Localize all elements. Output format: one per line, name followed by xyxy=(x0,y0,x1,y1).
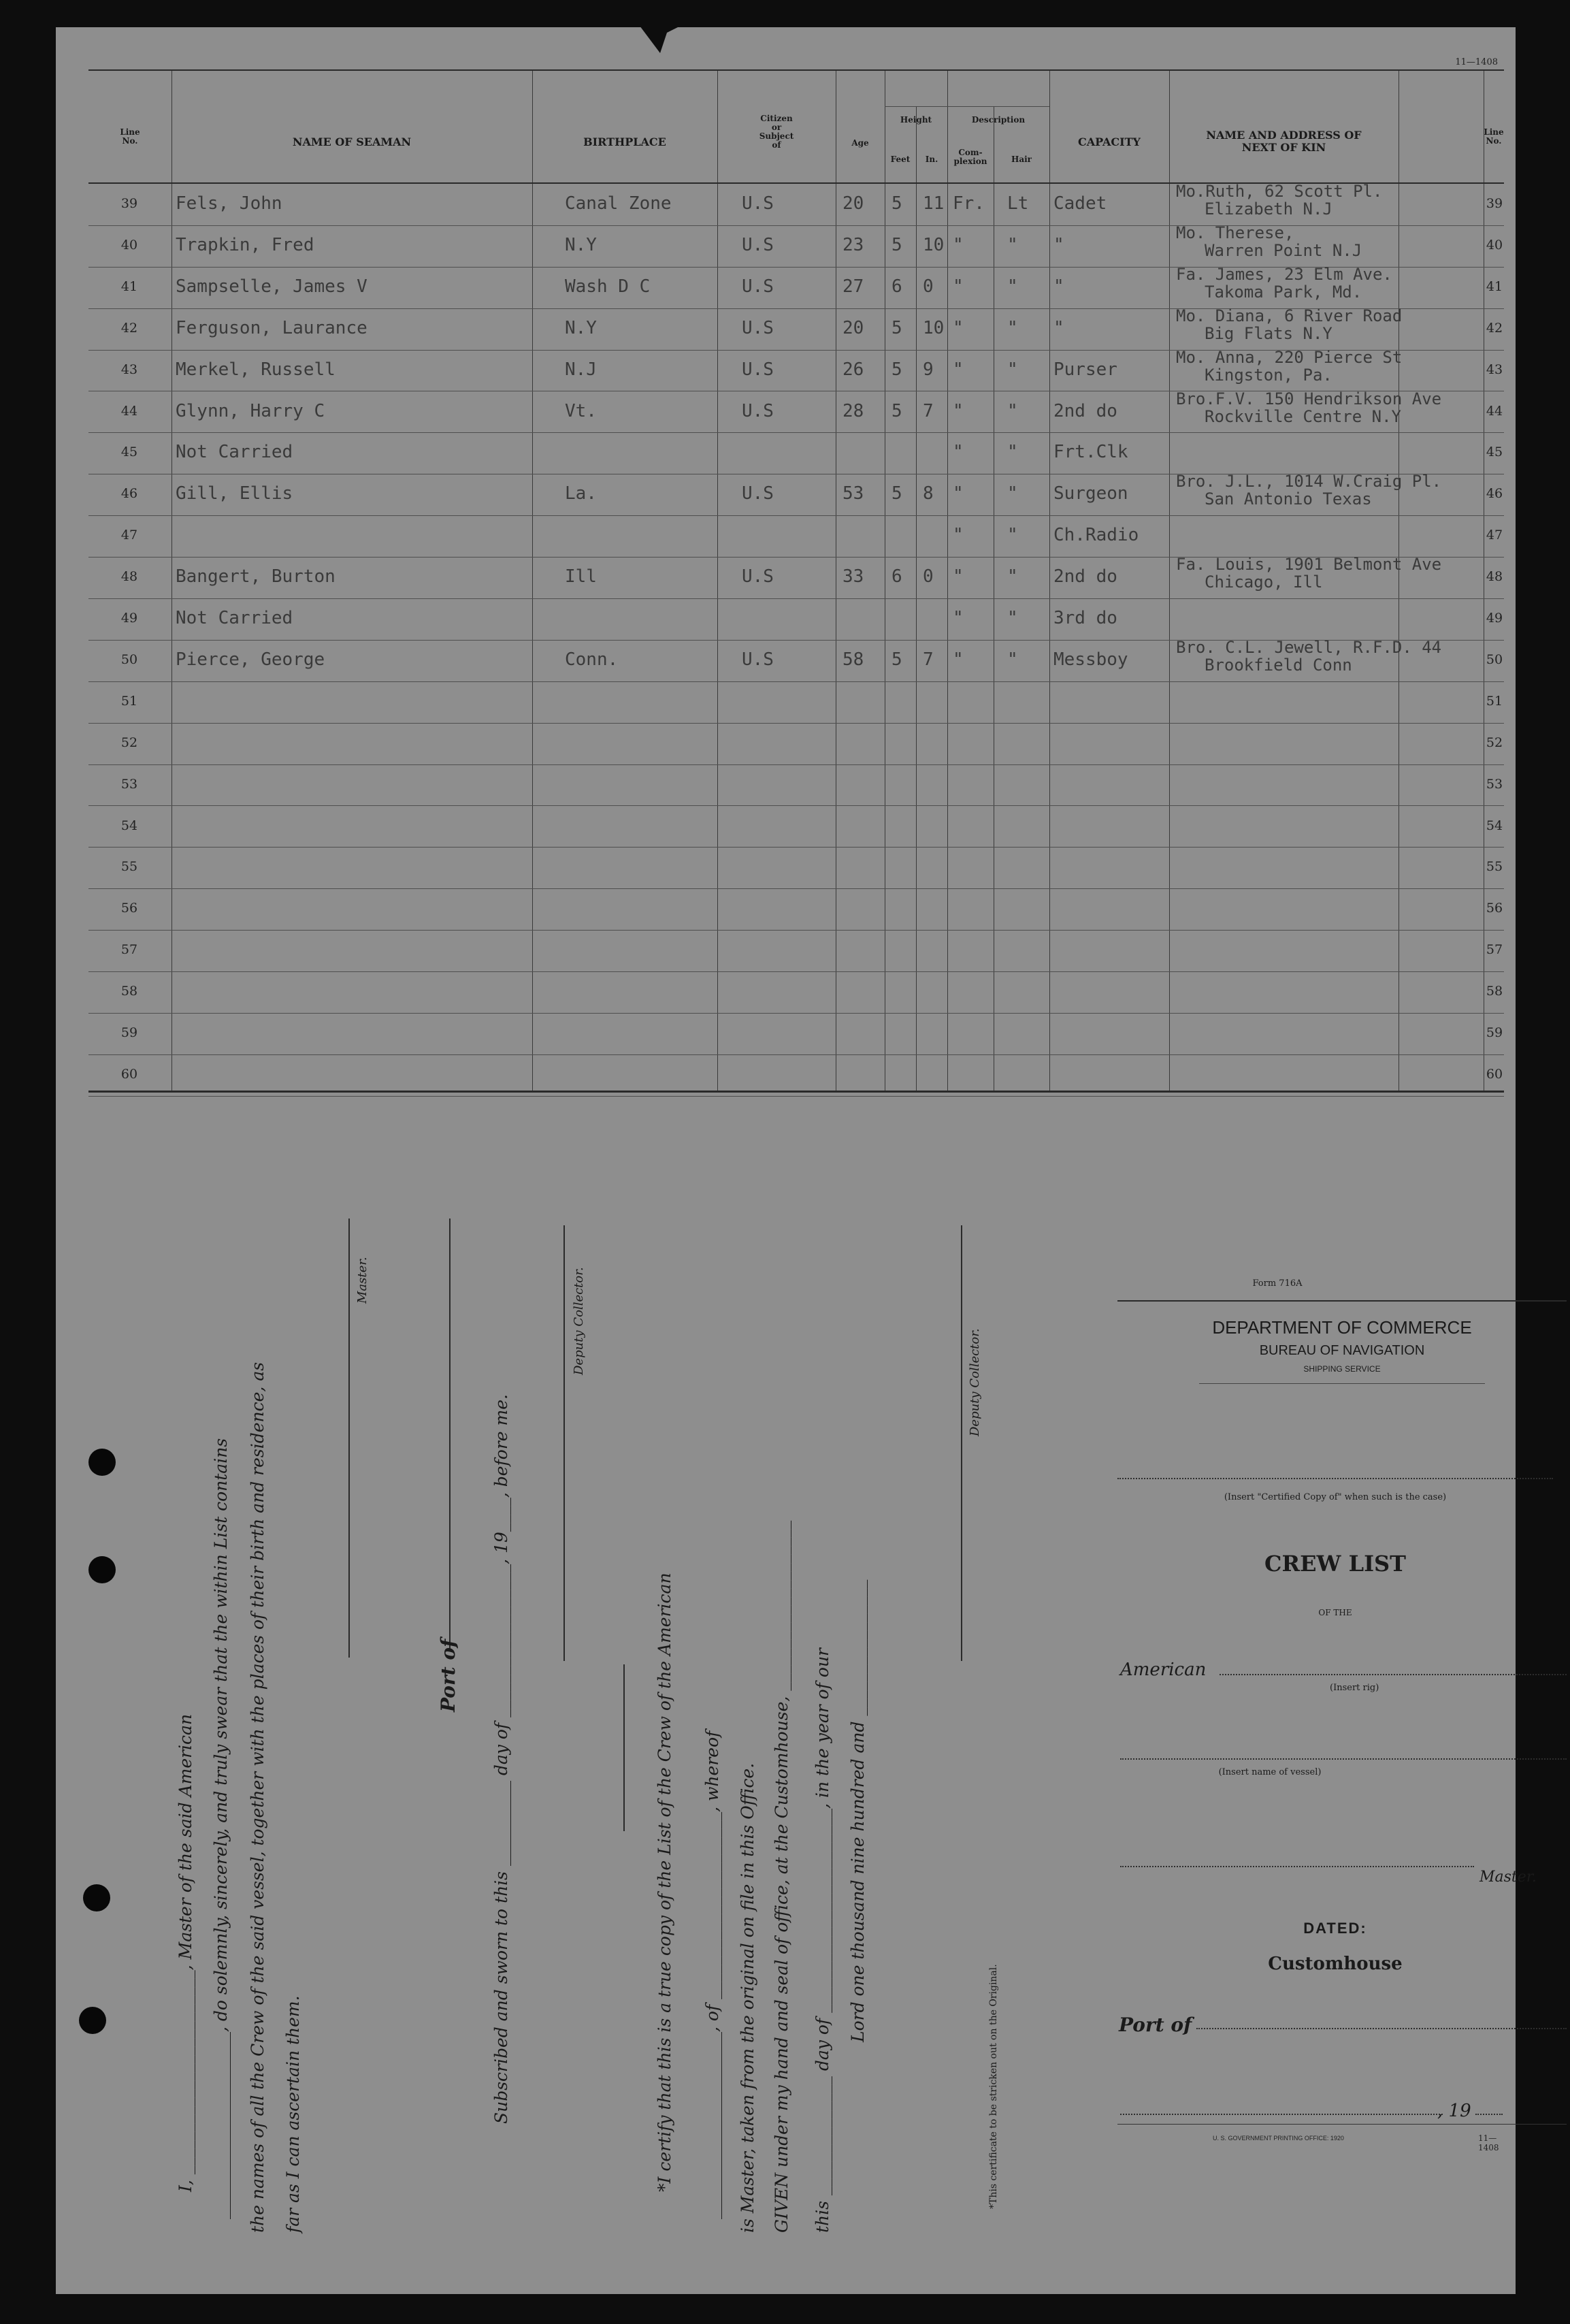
cell-hair: " xyxy=(1007,608,1018,628)
cell-citizen: U.S xyxy=(742,317,774,338)
cover-rule xyxy=(1117,1300,1567,1302)
table-row xyxy=(88,847,1504,889)
line-number-right: 48 xyxy=(1486,569,1503,585)
cell-complexion: " xyxy=(953,525,964,546)
certify-line-3: is Master, taken from the original on file in this Office. xyxy=(738,1762,757,2233)
cell-complexion: Fr. xyxy=(953,193,985,214)
master-signature-line xyxy=(348,1219,350,1658)
cell-name: Bangert, Burton xyxy=(176,566,336,587)
line-number-right: 42 xyxy=(1486,320,1503,336)
cell-complexion: " xyxy=(953,442,964,463)
crew-list-page xyxy=(56,27,1537,2294)
customhouse-label: Customhouse xyxy=(1268,1954,1403,1974)
cell-feet: 5 xyxy=(892,234,902,255)
cell-kin-line-2: San Antonio Texas xyxy=(1205,489,1372,509)
header-age: Age xyxy=(851,138,869,148)
header-name: NAME OF SEAMAN xyxy=(292,135,412,148)
line-number: 43 xyxy=(120,361,138,377)
cell-feet: 5 xyxy=(892,193,902,214)
cell-inches: 8 xyxy=(923,483,934,504)
line-number-right: 54 xyxy=(1486,818,1503,833)
cell-name: Pierce, George xyxy=(176,649,325,670)
line-number-right: 41 xyxy=(1486,278,1503,294)
header-line-no-right: Line No. xyxy=(1484,127,1504,146)
cell-kin-line-1: Fa. Louis, 1901 Belmont Ave xyxy=(1176,555,1442,575)
line-number-right: 43 xyxy=(1486,361,1503,377)
cell-inches: 10 xyxy=(923,234,945,255)
cell-complexion: " xyxy=(953,317,964,338)
cell-age: 53 xyxy=(843,483,864,504)
cell-inches: 10 xyxy=(923,317,945,338)
cell-hair: " xyxy=(1007,400,1018,421)
line-number-right: 47 xyxy=(1486,528,1503,543)
cell-name: Fels, John xyxy=(176,193,282,214)
cell-kin-line-1: Bro. J.L., 1014 W.Craig Pl. xyxy=(1176,472,1442,491)
cell-feet: 5 xyxy=(892,649,902,670)
port-line xyxy=(449,1219,451,1649)
header-hair: Hair xyxy=(1011,155,1032,164)
certify-line-2: ______________________, of ______________________, whereof xyxy=(702,1730,722,2219)
cell-capacity: " xyxy=(1053,276,1064,297)
header-feet: Feet xyxy=(890,155,911,164)
line-number: 60 xyxy=(120,1066,138,1082)
certify-line-5: this ______________ day of ________________________, in the year of our xyxy=(813,1648,832,2233)
form-code: 11—1408 xyxy=(1455,57,1498,67)
oath-line-1: I, ________________________, Master of the said American xyxy=(176,1713,195,2192)
cell-hair: " xyxy=(1007,649,1018,670)
line-number: 49 xyxy=(120,611,138,626)
cell-birthplace: N.J xyxy=(565,359,597,380)
cell-capacity: Surgeon xyxy=(1053,483,1128,504)
cell-feet: 5 xyxy=(892,317,902,338)
table-row xyxy=(88,637,1504,682)
american-label: American xyxy=(1120,1660,1207,1680)
cell-age: 58 xyxy=(843,649,864,670)
cell-kin-line-1: Mo. Therese, xyxy=(1176,223,1294,242)
certify-line-4: GIVEN under my hand and seal of office, at the Customhouse, ____________________ xyxy=(772,1520,791,2233)
cell-capacity: Frt.Clk xyxy=(1053,442,1128,463)
cell-birthplace: N.Y xyxy=(565,317,597,338)
cell-hair: " xyxy=(1007,317,1018,338)
cell-name: Gill, Ellis xyxy=(176,483,293,504)
deputy-line-1 xyxy=(563,1225,565,1661)
line-number-right: 55 xyxy=(1486,859,1503,875)
service-title: SHIPPING SERVICE xyxy=(1303,1364,1381,1374)
table-row xyxy=(88,1054,1504,1097)
header-next-of-kin: NAME AND ADDRESS OF NEXT OF KIN xyxy=(1206,129,1362,154)
date-line xyxy=(1120,2113,1443,2115)
cell-hair: Lt xyxy=(1007,193,1029,214)
cell-complexion: " xyxy=(953,608,964,628)
cell-capacity: Ch.Radio xyxy=(1053,525,1139,546)
cell-citizen: U.S xyxy=(742,276,774,297)
cell-capacity: 3rd do xyxy=(1053,608,1117,628)
cell-kin-line-2: Chicago, Ill xyxy=(1205,572,1323,592)
cell-hair: " xyxy=(1007,525,1018,546)
deputy-collector-2: Deputy Collector. xyxy=(968,1328,982,1436)
cell-citizen: U.S xyxy=(742,234,774,255)
table-row xyxy=(88,432,1504,474)
cell-inches: 7 xyxy=(923,400,934,421)
deputy-collector-1: Deputy Collector. xyxy=(572,1267,586,1375)
line-number-right: 57 xyxy=(1486,942,1503,958)
cell-complexion: " xyxy=(953,566,964,587)
cell-age: 26 xyxy=(843,359,864,380)
punch-hole xyxy=(79,2007,106,2034)
cell-capacity: 2nd do xyxy=(1053,400,1117,421)
table-row xyxy=(88,391,1504,434)
oath-line-2: ______________________, do solemnly, sincerely, and truly swear that the within List contains xyxy=(211,1438,231,2219)
table-row xyxy=(88,1013,1504,1055)
cell-feet: 5 xyxy=(892,359,902,380)
cell-kin-line-1: Bro.F.V. 150 Hendrikson Ave xyxy=(1176,389,1442,408)
page-tear xyxy=(640,26,681,67)
cell-inches: 9 xyxy=(923,359,934,380)
master-line xyxy=(1120,1865,1474,1867)
table-row xyxy=(88,225,1504,268)
port-line-cover xyxy=(1196,2027,1567,2029)
cell-kin-line-2: Rockville Centre N.Y xyxy=(1205,406,1401,426)
punch-hole xyxy=(88,1449,116,1476)
cell-complexion: " xyxy=(953,483,964,504)
cell-feet: 6 xyxy=(892,566,902,587)
line-number: 59 xyxy=(120,1025,138,1040)
header-complexion: Com- plexion xyxy=(953,148,987,166)
dated-label: DATED: xyxy=(1303,1920,1367,1937)
line-number-right: 58 xyxy=(1486,984,1503,999)
cell-complexion: " xyxy=(953,400,964,421)
line-number: 58 xyxy=(120,984,138,999)
oath-line-4: far as I can ascertain them. xyxy=(283,1995,303,2233)
table-row xyxy=(88,557,1504,599)
line-number: 42 xyxy=(120,320,138,336)
cell-complexion: " xyxy=(953,276,964,297)
vessel-name-line xyxy=(1120,1758,1567,1760)
line-number: 55 xyxy=(120,859,138,875)
port-of-label: Port of xyxy=(437,1639,459,1712)
line-number: 44 xyxy=(120,403,138,419)
cell-birthplace: La. xyxy=(565,483,597,504)
cell-hair: " xyxy=(1007,234,1018,255)
table-row xyxy=(88,598,1504,641)
cell-citizen: U.S xyxy=(742,566,774,587)
table-row xyxy=(88,474,1504,516)
header-height: Height xyxy=(900,115,932,125)
insert-rig-note: (Insert rig) xyxy=(1330,1683,1379,1693)
punch-hole xyxy=(88,1556,116,1583)
cell-capacity: " xyxy=(1053,234,1064,255)
line-number-right: 52 xyxy=(1486,735,1503,750)
cell-birthplace: Canal Zone xyxy=(565,193,672,214)
footnote: *This certificate to be stricken out on the Original. xyxy=(988,1964,999,2209)
cell-hair: " xyxy=(1007,442,1018,463)
cell-complexion: " xyxy=(953,234,964,255)
table-row xyxy=(88,806,1504,848)
line-number-right: 60 xyxy=(1486,1066,1503,1082)
table-row xyxy=(88,681,1504,724)
header-line-no: Line No. xyxy=(120,127,140,146)
cell-kin-line-1: Mo. Anna, 220 Pierce St xyxy=(1176,347,1403,367)
cell-birthplace: Vt. xyxy=(565,400,597,421)
line-number: 41 xyxy=(120,278,138,294)
certify-line-6: Lord one thousand nine hundred and ________________ xyxy=(848,1579,868,2042)
deputy-line-2 xyxy=(961,1225,962,1661)
table-row xyxy=(88,184,1504,226)
table-row xyxy=(88,264,1504,309)
divider-line xyxy=(623,1664,625,1831)
line-number: 57 xyxy=(120,942,138,958)
cell-birthplace: N.Y xyxy=(565,234,597,255)
line-number: 54 xyxy=(120,818,138,833)
cell-capacity: 2nd do xyxy=(1053,566,1117,587)
cell-inches: 7 xyxy=(923,649,934,670)
printing-office: U. S. GOVERNMENT PRINTING OFFICE: 1920 xyxy=(1213,2135,1344,2142)
cell-kin-line-2: Big Flats N.Y xyxy=(1205,323,1332,343)
port-of-cover-label: Port of xyxy=(1119,2014,1192,2036)
line-number-right: 49 xyxy=(1486,611,1503,626)
table-row xyxy=(88,308,1504,351)
of-the-label: OF THE xyxy=(1318,1608,1352,1617)
cell-name: Not Carried xyxy=(176,608,293,628)
cell-kin-line-2: Kingston, Pa. xyxy=(1205,365,1332,385)
cell-birthplace: Wash D C xyxy=(565,276,651,297)
cell-citizen: U.S xyxy=(742,400,774,421)
line-number: 40 xyxy=(120,237,138,253)
cell-hair: " xyxy=(1007,359,1018,380)
cell-capacity: Purser xyxy=(1053,359,1117,380)
cell-kin-line-1: Bro. C.L. Jewell, R.F.D. 44 xyxy=(1176,637,1442,657)
line-number: 48 xyxy=(120,569,138,585)
year-line xyxy=(1475,2113,1503,2115)
table-row xyxy=(88,347,1504,392)
cell-name: Merkel, Russell xyxy=(176,359,336,380)
department-title: DEPARTMENT OF COMMERCE xyxy=(1212,1317,1472,1338)
table-row xyxy=(88,971,1504,1014)
cell-kin-line-2: Warren Point N.J xyxy=(1205,240,1362,260)
header-inches: In. xyxy=(925,155,938,164)
line-number-right: 51 xyxy=(1486,693,1503,709)
cell-birthplace: Ill xyxy=(565,566,597,587)
cell-citizen: U.S xyxy=(742,649,774,670)
line-number-right: 40 xyxy=(1486,237,1503,253)
table-row xyxy=(88,888,1504,931)
table-row xyxy=(88,930,1504,972)
rig-line xyxy=(1220,1673,1567,1675)
cell-inches: 0 xyxy=(923,276,934,297)
cell-feet: 6 xyxy=(892,276,902,297)
cell-capacity: " xyxy=(1053,317,1064,338)
header-description: Description xyxy=(971,115,1026,125)
line-number: 52 xyxy=(120,735,138,750)
line-number: 50 xyxy=(120,651,138,667)
line-number: 53 xyxy=(120,776,138,792)
oath-line-3: the names of all the Crew of the said vessel, together with the places of their birth and residence, as xyxy=(248,1361,267,2233)
line-number: 39 xyxy=(120,196,138,211)
cell-hair: " xyxy=(1007,566,1018,587)
line-number-right: 46 xyxy=(1486,486,1503,502)
cell-kin-line-2: Takoma Park, Md. xyxy=(1205,282,1362,302)
master-label: Master. xyxy=(355,1257,370,1304)
cover-code: 11—1408 xyxy=(1478,2133,1499,2152)
cell-name: Not Carried xyxy=(176,442,293,463)
line-number: 51 xyxy=(120,693,138,709)
line-number-right: 44 xyxy=(1486,403,1503,419)
bureau-title: BUREAU OF NAVIGATION xyxy=(1259,1343,1425,1358)
cell-name: Trapkin, Fred xyxy=(176,234,314,255)
line-number-right: 50 xyxy=(1486,651,1503,667)
insert-certified-note: (Insert "Certified Copy of" when such is the case) xyxy=(1224,1492,1447,1502)
cell-hair: " xyxy=(1007,483,1018,504)
certify-line-1: *I certify that this is a true copy of the List of the Crew of the American xyxy=(655,1572,674,2192)
header-citizen: Citizen or Subject of xyxy=(759,114,794,150)
cell-citizen: U.S xyxy=(742,359,774,380)
insert-vessel-note: (Insert name of vessel) xyxy=(1218,1767,1322,1777)
cell-name: Sampselle, James V xyxy=(176,276,367,297)
line-number: 45 xyxy=(120,445,138,460)
crew-table xyxy=(88,69,1504,1093)
cell-kin-line-2: Brookfield Conn xyxy=(1205,655,1352,675)
cell-age: 28 xyxy=(843,400,864,421)
cell-kin-line-1: Mo. Diana, 6 River Road xyxy=(1176,306,1403,325)
cell-citizen: U.S xyxy=(742,193,774,214)
cell-name: Ferguson, Laurance xyxy=(176,317,367,338)
cell-age: 20 xyxy=(843,317,864,338)
line-number: 47 xyxy=(120,528,138,543)
cell-inches: 0 xyxy=(923,566,934,587)
cell-birthplace: Conn. xyxy=(565,649,619,670)
cover-rule-short xyxy=(1199,1383,1485,1384)
cell-hair: " xyxy=(1007,276,1018,297)
cell-age: 27 xyxy=(843,276,864,297)
cover-bottom-rule xyxy=(1117,2124,1567,2125)
cell-age: 33 xyxy=(843,566,864,587)
cell-citizen: U.S xyxy=(742,483,774,504)
table-row xyxy=(88,723,1504,765)
punch-hole xyxy=(83,1884,110,1911)
subscribed-text: Subscribed and sworn to this __________ day of __________________, 19____, before me. xyxy=(491,1394,511,2124)
year-label: , 19 xyxy=(1437,2101,1471,2121)
header-capacity: CAPACITY xyxy=(1078,135,1141,148)
cell-kin-line-1: Mo.Ruth, 62 Scott Pl. xyxy=(1176,182,1383,201)
form-number: Form 716A xyxy=(1252,1278,1303,1289)
cell-kin-line-2: Elizabeth N.J xyxy=(1205,199,1332,219)
line-number-right: 39 xyxy=(1486,196,1503,211)
line-number: 56 xyxy=(120,901,138,916)
crew-list-title: CREW LIST xyxy=(1264,1551,1406,1577)
cell-feet: 5 xyxy=(892,400,902,421)
line-number: 46 xyxy=(120,486,138,502)
cell-capacity: Messboy xyxy=(1053,649,1128,670)
line-number-right: 59 xyxy=(1486,1025,1503,1040)
cell-age: 23 xyxy=(843,234,864,255)
cell-complexion: " xyxy=(953,649,964,670)
cell-kin-line-1: Fa. James, 23 Elm Ave. xyxy=(1176,264,1392,284)
line-number-right: 45 xyxy=(1486,445,1503,460)
cell-feet: 5 xyxy=(892,483,902,504)
line-number-right: 56 xyxy=(1486,901,1503,916)
line-number-right: 53 xyxy=(1486,776,1503,792)
cell-name: Glynn, Harry C xyxy=(176,400,325,421)
cell-complexion: " xyxy=(953,359,964,380)
master-cover-label: Master. xyxy=(1479,1869,1537,1886)
table-row xyxy=(88,515,1504,558)
cell-inches: 11 xyxy=(923,193,945,214)
table-row xyxy=(88,764,1504,807)
cell-age: 20 xyxy=(843,193,864,214)
certified-copy-line xyxy=(1117,1477,1553,1479)
cell-capacity: Cadet xyxy=(1053,193,1107,214)
header-birthplace: BIRTHPLACE xyxy=(583,135,666,148)
